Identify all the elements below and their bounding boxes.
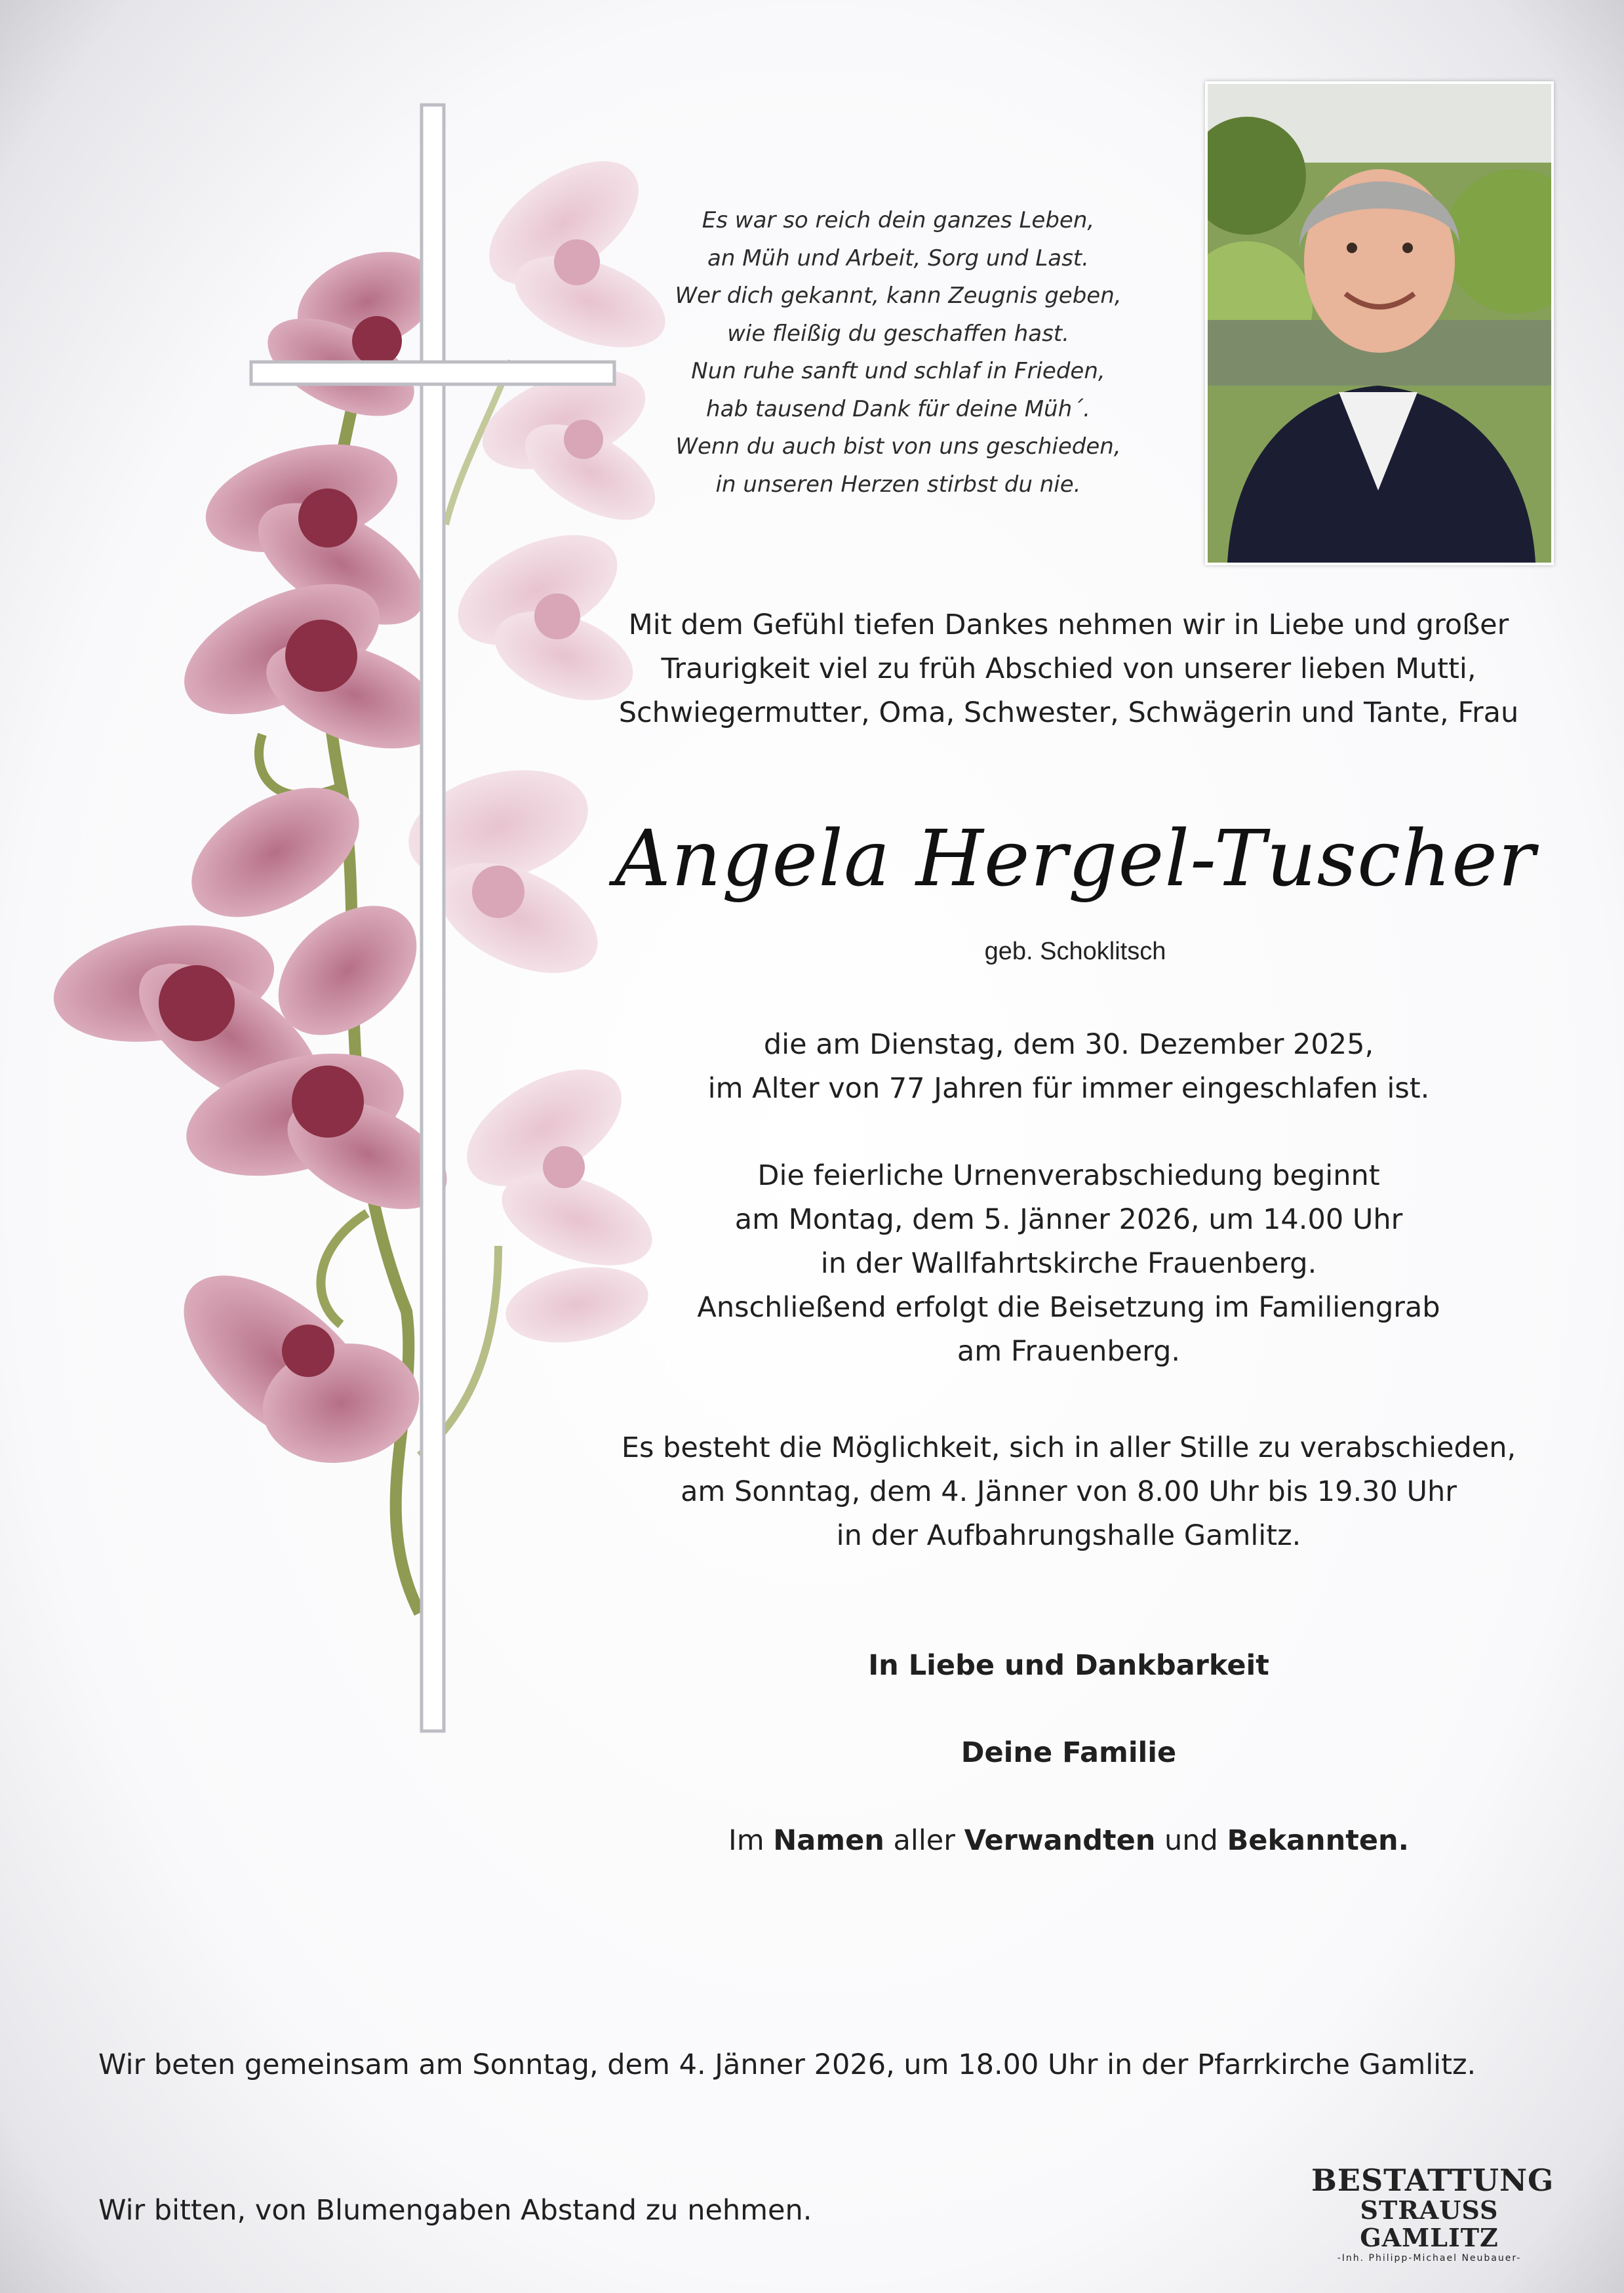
funeral-home-logo (1311, 2163, 1555, 2265)
portrait-photo (1205, 81, 1554, 565)
relatives-text: Im (728, 1824, 774, 1857)
relatives-text: aller (884, 1824, 964, 1857)
ceremony-line: in der Wallfahrtskirche Frauenberg. (820, 1247, 1317, 1280)
viewing-line: Es besteht die Möglichkeit, sich in aller Stille zu verabschieden, (621, 1431, 1516, 1464)
deceased-name: Angela Hergel-Tuscher (614, 813, 1536, 904)
viewing-line: in der Aufbahrungshalle Gamlitz. (836, 1519, 1301, 1552)
ceremony-line: Die feierliche Urnenverabschiedung beginnt (757, 1159, 1380, 1192)
death-notice (590, 1023, 1547, 1111)
logo-line-1: BESTATTUNG (1311, 2163, 1555, 2198)
prayer-note: Wir beten gemeinsam am Sonntag, dem 4. Jänner 2026, um 18.00 Uhr in der Pfarrkirche Gamlitz. (98, 2048, 1476, 2081)
ceremony-line: am Montag, dem 5. Jänner 2026, um 14.00 Uhr (734, 1203, 1403, 1236)
ceremony-line: am Frauenberg. (957, 1335, 1181, 1368)
maiden-name: geb. Schoklitsch (984, 938, 1166, 965)
poem-line: Es war so reich dein ganzes Leben, (702, 207, 1095, 233)
ceremony-info (590, 1154, 1547, 1374)
intro-line: Traurigkeit viel zu früh Abschied von unserer lieben Mutti, (661, 652, 1476, 685)
relatives-text-bold: Bekannten. (1227, 1824, 1409, 1857)
memorial-poem (629, 202, 1167, 504)
poem-line: hab tausend Dank für deine Müh´. (706, 395, 1090, 422)
poem-line: Wer dich gekannt, kann Zeugnis geben, (675, 283, 1122, 309)
closing-relatives (590, 1824, 1547, 1857)
intro-text (590, 603, 1547, 735)
death-notice-line: im Alter von 77 Jahren für immer eingeschlafen ist. (707, 1072, 1430, 1105)
intro-line: Mit dem Gefühl tiefen Dankes nehmen wir in Liebe und großer (628, 608, 1509, 641)
poem-line: Wenn du auch bist von uns geschieden, (675, 433, 1121, 460)
ceremony-line: Anschließend erfolgt die Beisetzung im Familiengrab (697, 1291, 1440, 1324)
closing-love: In Liebe und Dankbarkeit (868, 1649, 1269, 1682)
poem-line: in unseren Herzen stirbst du nie. (715, 471, 1081, 498)
death-notice-line: die am Dienstag, dem 30. Dezember 2025, (763, 1028, 1374, 1061)
viewing-info (590, 1426, 1547, 1558)
relatives-text-bold: Namen (773, 1824, 884, 1857)
relatives-text: und (1155, 1824, 1227, 1857)
intro-line: Schwiegermutter, Oma, Schwester, Schwägerin und Tante, Frau (618, 696, 1519, 729)
logo-line-3: -Inh. Philipp-Michael Neubauer- (1337, 2253, 1522, 2263)
flowers-note: Wir bitten, von Blumengaben Abstand zu nehmen. (98, 2194, 812, 2227)
poem-line: Nun ruhe sanft und schlaf in Frieden, (691, 358, 1105, 384)
poem-line: wie fleißig du geschaffen hast. (727, 320, 1069, 347)
relatives-text-bold: Verwandten (964, 1824, 1156, 1857)
logo-line-2: STRAUSS GAMLITZ (1360, 2195, 1499, 2252)
viewing-line: am Sonntag, dem 4. Jänner von 8.00 Uhr bis 19.30 Uhr (681, 1475, 1457, 1508)
poem-line: an Müh und Arbeit, Sorg und Last. (707, 245, 1089, 271)
closing-family: Deine Familie (961, 1736, 1177, 1769)
